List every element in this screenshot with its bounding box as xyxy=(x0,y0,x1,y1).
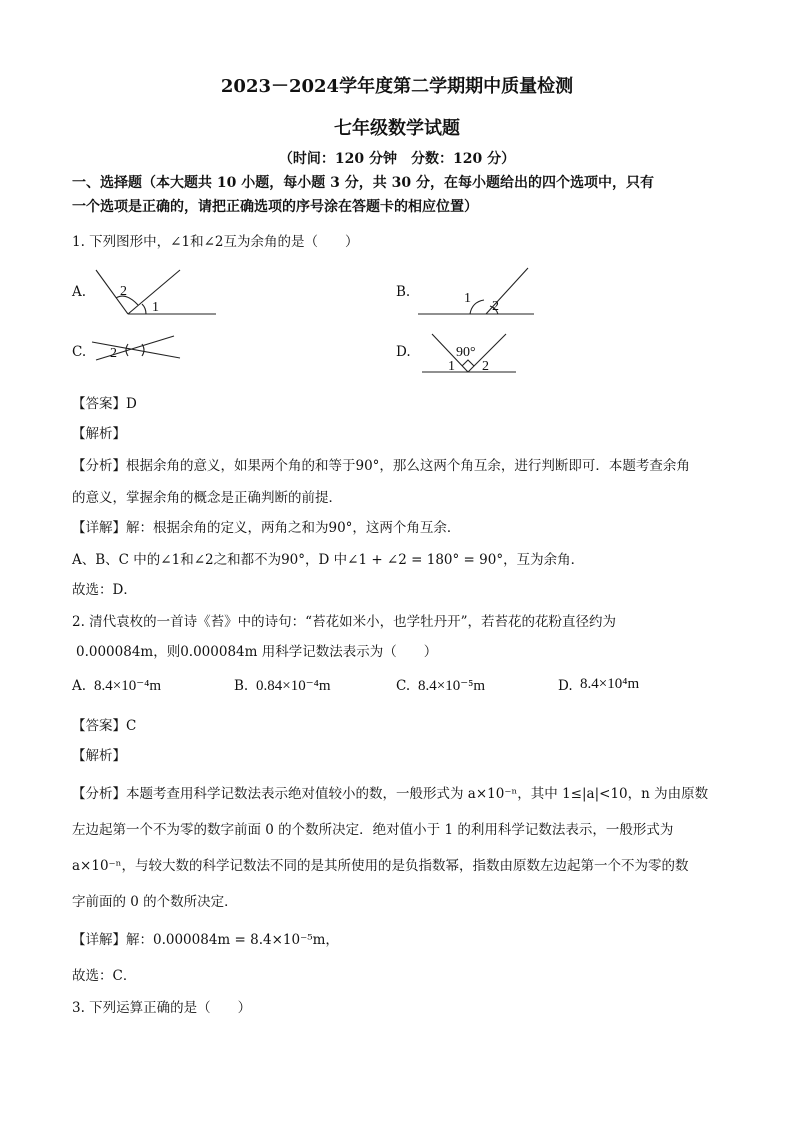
q3-stem: 3. 下列运算正确的是（ ） xyxy=(72,1000,252,1016)
q2-option-a-letter: A. xyxy=(72,678,87,694)
q1-a-angle2-label: 2 xyxy=(120,284,127,299)
q1-d-right-angle-label: 90° xyxy=(456,345,476,360)
section-heading-line2: 一个选项是正确的，请把正确选项的序号涂在答题卡的相应位置） xyxy=(72,199,478,215)
q2-option-b-letter: B. xyxy=(234,678,249,694)
q1-answer: 【答案】D xyxy=(72,396,137,412)
q2-detail: 【详解】解：0.000084m = 8.4×10⁻⁵m， xyxy=(72,932,339,948)
q1-option-c-diagram xyxy=(88,328,188,368)
q1-d-angle2-label: 2 xyxy=(482,359,489,374)
exam-title: 2023－2024学年度第二学期期中质量检测 xyxy=(220,76,574,97)
exam-subtitle: 七年级数学试题 xyxy=(334,118,460,139)
q2-fenxi-line2: 左边起第一个不为零的数字前面 0 的个数所决定．绝对值小于 1 的利用科学记数法表示，一般形式为 xyxy=(72,822,674,838)
q2-fenxi-line4: 字前面的 0 的个数所决定． xyxy=(72,894,238,910)
q1-stem: 1. 下列图形中，∠1和∠2互为余角的是（ ） xyxy=(72,234,359,250)
q2-fenxi-line1: 【分析】本题考查用科学记数法表示绝对值较小的数，一般形式为 a×10⁻ⁿ，其中 1≤|a|<10，n 为由原数 xyxy=(72,786,709,802)
q1-a-angle1-label: 1 xyxy=(152,300,159,315)
q2-option-d-text: 8.4×10⁴m xyxy=(580,676,640,692)
q2-choice: 故选：C． xyxy=(72,968,137,984)
q1-option-b-letter: B. xyxy=(396,284,411,300)
q1-fenxi-line1: 【分析】根据余角的意义，如果两个角的和等于90°，那么这两个角互余，进行判断即可．本题考查余角 xyxy=(72,458,690,474)
q1-fenxi-line2: 的意义，掌握余角的概念是正确判断的前提． xyxy=(72,490,342,506)
q2-fenxi-line3: a×10⁻ⁿ，与较大数的科学记数法不同的是其所使用的是负指数幂，指数由原数左边起第一个不为零的数 xyxy=(72,858,689,874)
q1-option-a-letter: A. xyxy=(72,284,87,300)
q2-stem-line1: 2. 清代袁枚的一首诗《苔》中的诗句：“苔花如米小，也学牡丹开”，若苔花的花粉直径约为 xyxy=(72,614,616,630)
q2-option-c-letter: C. xyxy=(396,678,411,694)
q1-detail: 【详解】解：根据余角的定义，两角之和为90°，这两个角互余． xyxy=(72,520,461,536)
q1-analysis-label: 【解析】 xyxy=(72,426,126,442)
q1-option-d-letter: D. xyxy=(396,344,411,360)
exam-info: （时间：120 分钟 分数：120 分） xyxy=(278,151,516,167)
q2-answer: 【答案】C xyxy=(72,718,137,734)
q1-option-a-diagram xyxy=(88,262,228,322)
q1-b-angle1-label: 1 xyxy=(464,291,471,306)
q2-option-b-text: 0.84×10⁻⁴m xyxy=(256,678,331,694)
q2-analysis-label: 【解析】 xyxy=(72,748,126,764)
q1-option-d-diagram xyxy=(412,328,522,380)
q1-choice: 故选：D． xyxy=(72,582,137,598)
q1-option-c-letter: C. xyxy=(72,344,87,360)
q2-option-a-text: 8.4×10⁻⁴m xyxy=(94,678,162,694)
q1-b-angle2-label: 2 xyxy=(492,299,499,314)
section-heading-line1: 一、选择题（本大题共 10 小题，每小题 3 分，共 30 分，在每小题给出的四个选项中，只有 xyxy=(72,175,654,191)
q1-c-angle1-label: 2 xyxy=(110,346,117,361)
q2-stem-line2: 0.000084m，则0.000084m 用科学记数法表示为（ ） xyxy=(76,644,438,660)
q2-option-d-letter: D. xyxy=(558,678,573,694)
q2-option-c-text: 8.4×10⁻⁵m xyxy=(418,678,486,694)
q1-option-b-diagram xyxy=(412,262,552,322)
q1-reason: A、B、C 中的∠1和∠2之和都不为90°，D 中∠1 + ∠2 = 180° = 90°，互为余角． xyxy=(72,552,585,568)
q1-d-angle1-label: 1 xyxy=(448,359,455,374)
